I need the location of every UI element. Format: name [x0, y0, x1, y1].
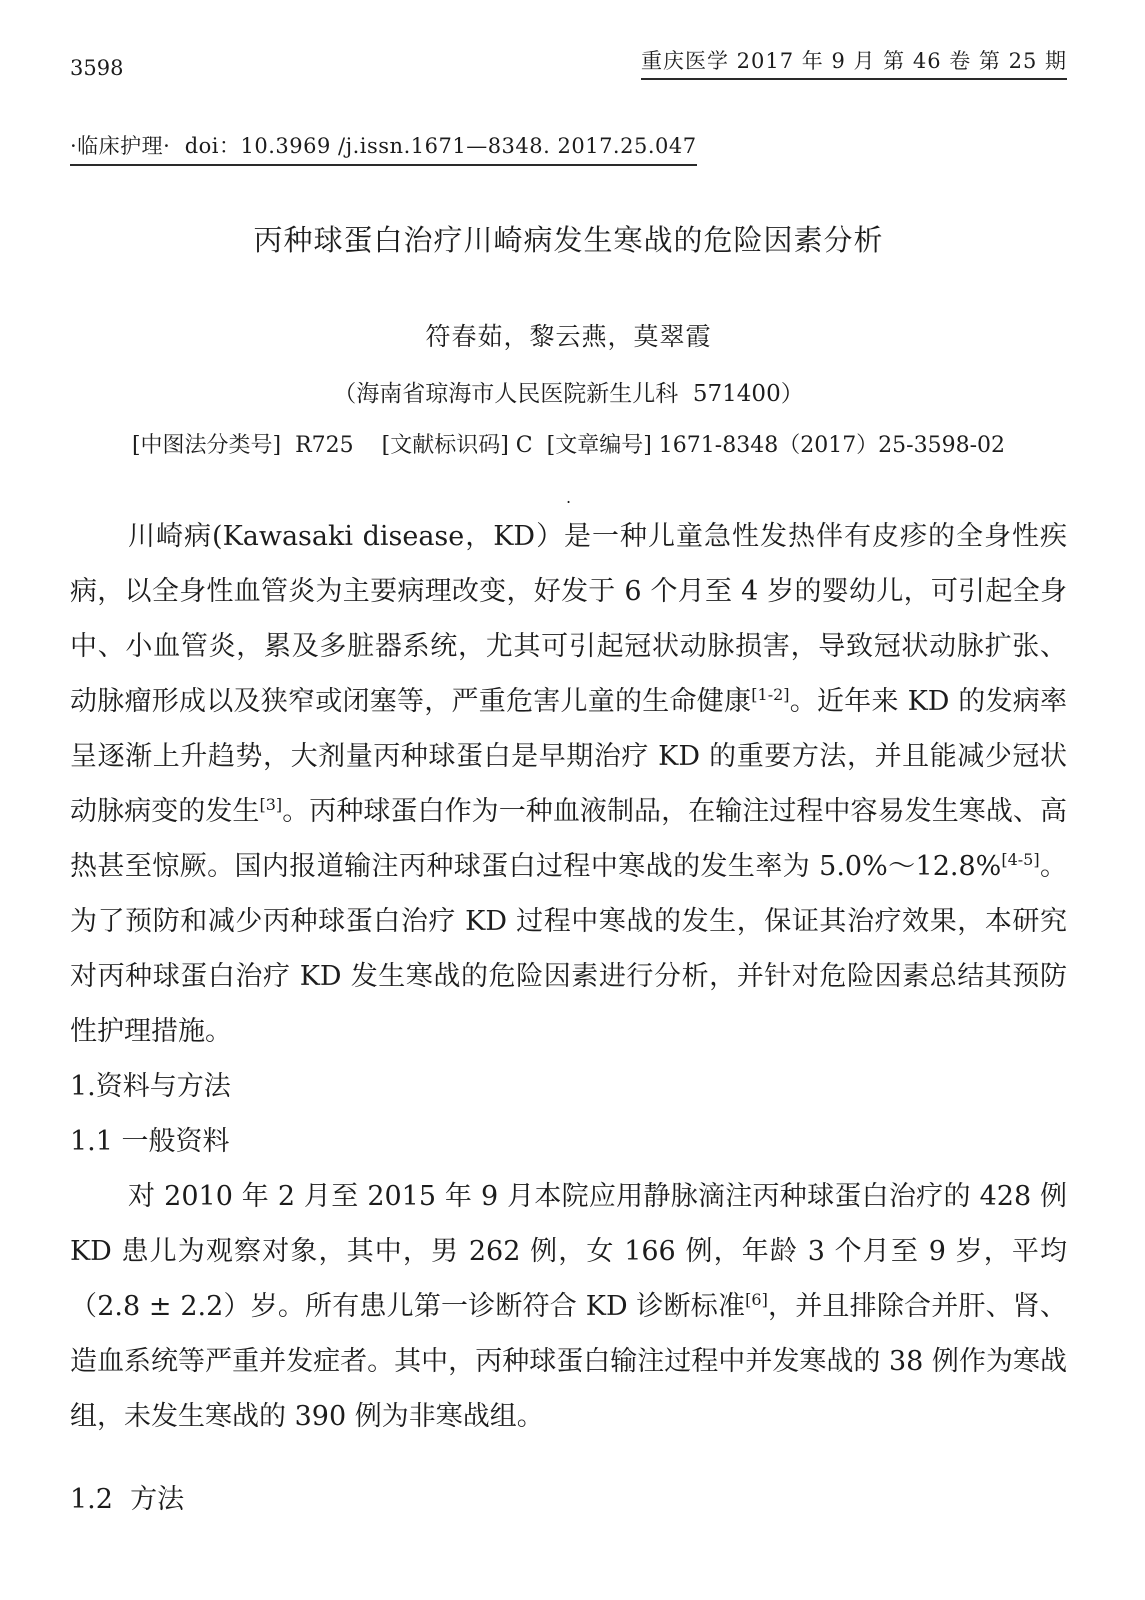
paragraph-introduction: [70, 509, 1067, 1059]
citation-superscript: [1-2]: [751, 685, 790, 704]
section-heading-1-2: 1.2 方法: [70, 1484, 185, 1515]
citation-superscript: [4-5]: [1001, 850, 1040, 869]
text-segment: 。为了预防和减少丙种球蛋白治疗 KD 过程中寒战的发生，保证其治疗效果，本研究对丙种球蛋白治疗 KD 发生寒战的危险因素进行分析，并针对危险因素总结其预防性护理措施。: [70, 851, 1068, 1047]
text-segment: 对 2010 年 2 月至 2015 年 9 月本院应用静脉滴注丙种球蛋白治疗的 428 例 KD 患儿为观察对象，其中，男 262 例，女 166 例，年龄 3 个月至 9 岁，平均（2.8 ± 2.2）岁。所有患儿第一诊断符合 KD 诊断标准: [70, 1181, 1067, 1322]
column-doi-line: [70, 130, 1067, 166]
classification-meta-line: [中图法分类号] R725 [文献标识码] C [文章编号] 1671-8348（2017）25-3598-02: [131, 433, 1006, 458]
text-segment: 。丙种球蛋白作为一种血液制品，在输注过程中容易发生寒战、高热甚至惊厥。国内报道输注丙种球蛋白过程中寒战的发生率为 5.0%～12.8%: [70, 796, 1067, 882]
author-affiliation: （海南省琼海市人民医院新生儿科 571400）: [333, 381, 804, 407]
section-heading-1: 1.资料与方法: [70, 1071, 231, 1102]
author-list: 符春茹，黎云燕，莫翠霞: [425, 322, 712, 351]
text-segment: 川崎病(Kawasaki disease，KD）是一种儿童急性发热伴有皮疹的全身性疾病，以全身性血管炎为主要病理改变，好发于 6 个月至 4 岁的婴幼儿，可引起全身中、小血管炎，累及多脏器系统，尤其可引起冠状动脉损害，导致冠状动脉扩张、动脉瘤形成以及狭窄或闭塞等，严重危害儿童的生命健康: [70, 521, 1067, 717]
section-heading-1-1: 1.1 一般资料: [70, 1126, 230, 1157]
article-body: [70, 509, 1067, 1527]
citation-superscript: [3]: [259, 795, 283, 814]
stray-dot-artifact: .: [565, 488, 572, 507]
journal-issue-info: 重庆医学 2017 年 9 月 第 46 卷 第 25 期: [641, 45, 1067, 80]
doi-text: ·临床护理· doi：10.3969 /j.issn.1671—8348. 2017.25.047: [70, 130, 697, 166]
page-number: 3598: [70, 56, 124, 80]
citation-superscript: [6]: [745, 1290, 768, 1309]
article-title: 丙种球蛋白治疗川崎病发生寒战的危险因素分析: [253, 223, 884, 257]
text-segment: 。近年来 KD 的发病率呈逐渐上升趋势，大剂量丙种球蛋白是早期治疗 KD 的重要方法，并且能减少冠状动脉病变的发生: [70, 686, 1068, 827]
text-segment: ，并且排除合并肝、肾、造血系统等严重并发症者。其中，丙种球蛋白输注过程中并发寒战的 38 例作为寒战组，未发生寒战的 390 例为非寒战组。: [70, 1291, 1068, 1432]
running-header: [70, 45, 1067, 80]
paragraph-general-data: [70, 1169, 1067, 1444]
